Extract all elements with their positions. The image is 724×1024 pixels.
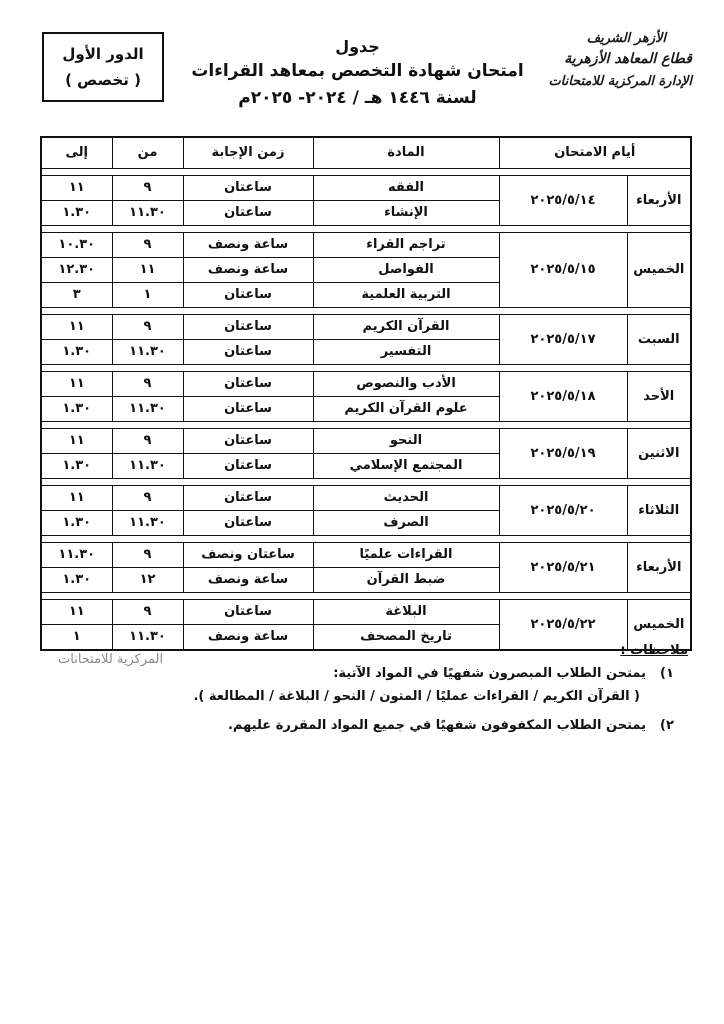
note-number: ٢) <box>660 718 674 733</box>
from-time-cell: ١١ <box>112 258 183 283</box>
spacer-cell <box>112 226 183 233</box>
exam-day: الخميس <box>627 600 691 651</box>
spacer-cell <box>499 593 627 600</box>
table-row <box>41 176 691 201</box>
exam-day: الأربعاء <box>627 543 691 593</box>
spacer-cell <box>112 169 183 176</box>
from-time-cell: ١١.٣٠ <box>112 340 183 365</box>
subject-cell: النحو <box>313 429 499 454</box>
group-spacer <box>41 365 691 372</box>
table-row <box>41 315 691 340</box>
spacer-cell <box>112 536 183 543</box>
document-title <box>185 36 530 112</box>
spacer-cell <box>41 422 112 429</box>
from-time-cell: ٩ <box>112 543 183 568</box>
spacer-cell <box>41 365 112 372</box>
exam-date: ٢٠٢٥/٥/١٥ <box>499 233 627 308</box>
note-item <box>40 662 688 686</box>
notes-heading: ملاحظات : <box>620 643 688 658</box>
exam-date: ٢٠٢٥/٥/٢٠ <box>499 486 627 536</box>
to-time-cell: ١١ <box>41 429 112 454</box>
note-text: يمتحن الطلاب المكفوفون شفهيًا في جميع المواد المقررة عليهم. <box>227 718 646 733</box>
spacer-cell <box>183 226 313 233</box>
header-to: إلى <box>41 137 112 169</box>
spacer-cell <box>313 365 499 372</box>
notes-section <box>40 640 688 738</box>
to-time-cell: ١.٣٠ <box>41 340 112 365</box>
duration-cell: ساعتان <box>183 283 313 308</box>
table-row <box>41 600 691 625</box>
from-time-cell: ١١.٣٠ <box>112 625 183 651</box>
spacer-cell <box>41 479 112 486</box>
spacer-cell <box>627 365 691 372</box>
to-time-cell: ١١ <box>41 372 112 397</box>
duration-cell: ساعتان <box>183 454 313 479</box>
exam-day: الخميس <box>627 233 691 308</box>
spacer-cell <box>41 308 112 315</box>
group-spacer <box>41 422 691 429</box>
subject-cell: تاريخ المصحف <box>313 625 499 651</box>
exam-date: ٢٠٢٥/٥/١٧ <box>499 315 627 365</box>
duration-cell: ساعة ونصف <box>183 233 313 258</box>
exam-date: ٢٠٢٥/٥/١٩ <box>499 429 627 479</box>
from-time-cell: ١٢ <box>112 568 183 593</box>
spacer-cell <box>112 593 183 600</box>
spacer-cell <box>41 226 112 233</box>
round-type: ( تخصص ) <box>65 71 141 89</box>
note-item <box>40 714 688 738</box>
table-row <box>41 543 691 568</box>
spacer-cell <box>112 422 183 429</box>
exam-day: الأحد <box>627 372 691 422</box>
azhar-logo <box>532 30 692 110</box>
spacer-cell <box>627 536 691 543</box>
spacer-cell <box>313 593 499 600</box>
duration-cell: ساعتان <box>183 176 313 201</box>
spacer-cell <box>313 308 499 315</box>
duration-cell: ساعتان <box>183 511 313 536</box>
spacer-cell <box>499 226 627 233</box>
from-time-cell: ١١.٣٠ <box>112 201 183 226</box>
spacer-cell <box>112 365 183 372</box>
spacer-cell <box>183 169 313 176</box>
from-time-cell: ٩ <box>112 372 183 397</box>
spacer-cell <box>41 169 112 176</box>
spacer-cell <box>313 226 499 233</box>
spacer-cell <box>313 169 499 176</box>
spacer-cell <box>627 169 691 176</box>
exam-round-box <box>42 32 164 102</box>
group-spacer <box>41 536 691 543</box>
table-row <box>41 486 691 511</box>
exam-day: السبت <box>627 315 691 365</box>
subject-cell: تراجم القراء <box>313 233 499 258</box>
header-subject: المادة <box>313 137 499 169</box>
logo-line-3: الإدارة المركزية للامتحانات <box>548 74 692 89</box>
duration-cell: ساعة ونصف <box>183 568 313 593</box>
exam-date: ٢٠٢٥/٥/٢١ <box>499 543 627 593</box>
subject-cell: التفسير <box>313 340 499 365</box>
header-duration: زمن الإجابة <box>183 137 313 169</box>
note-text: يمتحن الطلاب المبصرون شفهيًا في المواد الآتية: <box>333 666 646 681</box>
from-time-cell: ١١.٣٠ <box>112 397 183 422</box>
from-time-cell: ٩ <box>112 600 183 625</box>
to-time-cell: ١.٣٠ <box>41 511 112 536</box>
from-time-cell: ٩ <box>112 429 183 454</box>
logo-line-1: الأزهر الشريف <box>586 31 666 46</box>
duration-cell: ساعتان <box>183 600 313 625</box>
group-spacer <box>41 479 691 486</box>
subject-cell: المجتمع الإسلامي <box>313 454 499 479</box>
exam-date: ٢٠٢٥/٥/٢٢ <box>499 600 627 651</box>
title-line-2: امتحان شهادة التخصص بمعاهد القراءات <box>191 61 524 81</box>
exam-day: الثلاثاء <box>627 486 691 536</box>
from-time-cell: ١ <box>112 283 183 308</box>
note-number: ١) <box>660 666 674 681</box>
table-row <box>41 233 691 258</box>
spacer-cell <box>499 422 627 429</box>
header-exam-days: أيام الامتحان <box>499 137 691 169</box>
from-time-cell: ٩ <box>112 176 183 201</box>
spacer-cell <box>499 479 627 486</box>
spacer-cell <box>183 536 313 543</box>
spacer-cell <box>183 593 313 600</box>
duration-cell: ساعتان <box>183 397 313 422</box>
table-row <box>41 429 691 454</box>
spacer-cell <box>627 226 691 233</box>
spacer-cell <box>499 365 627 372</box>
spacer-cell <box>627 593 691 600</box>
from-time-cell: ٩ <box>112 233 183 258</box>
to-time-cell: ١.٣٠ <box>41 397 112 422</box>
duration-cell: ساعتان <box>183 315 313 340</box>
subject-cell: الحديث <box>313 486 499 511</box>
exam-day: الاثنين <box>627 429 691 479</box>
to-time-cell: ١١.٣٠ <box>41 543 112 568</box>
subject-cell: الأدب والنصوص <box>313 372 499 397</box>
from-time-cell: ٩ <box>112 486 183 511</box>
duration-cell: ساعة ونصف <box>183 625 313 651</box>
spacer-cell <box>41 536 112 543</box>
to-time-cell: ١١ <box>41 315 112 340</box>
subject-cell: ضبط القرآن <box>313 568 499 593</box>
subject-cell: البلاغة <box>313 600 499 625</box>
table-row <box>41 372 691 397</box>
subject-cell: التربية العلمية <box>313 283 499 308</box>
stamp-watermark: المركزية للامتحانات <box>58 652 164 667</box>
subject-cell: الإنشاء <box>313 201 499 226</box>
duration-cell: ساعتان <box>183 429 313 454</box>
duration-cell: ساعتان <box>183 340 313 365</box>
spacer-cell <box>627 422 691 429</box>
duration-cell: ساعة ونصف <box>183 258 313 283</box>
group-spacer <box>41 593 691 600</box>
header-from: من <box>112 137 183 169</box>
spacer-cell <box>627 308 691 315</box>
duration-cell: ساعتان <box>183 201 313 226</box>
spacer-cell <box>627 479 691 486</box>
to-time-cell: ١١ <box>41 176 112 201</box>
spacer-cell <box>183 479 313 486</box>
to-time-cell: ١١ <box>41 486 112 511</box>
duration-cell: ساعتان <box>183 486 313 511</box>
exam-schedule-table <box>40 136 692 651</box>
spacer-cell <box>499 536 627 543</box>
spacer-cell <box>183 365 313 372</box>
spacer-cell <box>112 479 183 486</box>
note-subjects: ( القرآن الكريم / القراءات عمليًا / المتون / النحو / البلاغة / المطالعة ). <box>193 689 640 704</box>
exam-date: ٢٠٢٥/٥/١٨ <box>499 372 627 422</box>
subject-cell: الفواصل <box>313 258 499 283</box>
group-spacer <box>41 169 691 176</box>
group-spacer <box>41 308 691 315</box>
to-time-cell: ١.٣٠ <box>41 201 112 226</box>
exam-date: ٢٠٢٥/٥/١٤ <box>499 176 627 226</box>
table-header-row <box>41 137 691 169</box>
spacer-cell <box>313 479 499 486</box>
spacer-cell <box>313 422 499 429</box>
spacer-cell <box>313 536 499 543</box>
to-time-cell: ١٢.٣٠ <box>41 258 112 283</box>
spacer-cell <box>183 422 313 429</box>
exam-day: الأربعاء <box>627 176 691 226</box>
subject-cell: الصرف <box>313 511 499 536</box>
group-spacer <box>41 226 691 233</box>
spacer-cell <box>499 169 627 176</box>
to-time-cell: ٣ <box>41 283 112 308</box>
subject-cell: القراءات علميًا <box>313 543 499 568</box>
spacer-cell <box>41 593 112 600</box>
from-time-cell: ١١.٣٠ <box>112 454 183 479</box>
to-time-cell: ١.٣٠ <box>41 454 112 479</box>
subject-cell: القرآن الكريم <box>313 315 499 340</box>
title-line-3: لسنة ١٤٤٦ هـ / ٢٠٢٤- ٢٠٢٥م <box>238 88 477 108</box>
from-time-cell: ٩ <box>112 315 183 340</box>
to-time-cell: ١١ <box>41 600 112 625</box>
subject-cell: الفقه <box>313 176 499 201</box>
title-line-1: جدول <box>335 37 380 56</box>
duration-cell: ساعتان ونصف <box>183 543 313 568</box>
spacer-cell <box>499 308 627 315</box>
from-time-cell: ١١.٣٠ <box>112 511 183 536</box>
spacer-cell <box>112 308 183 315</box>
logo-line-2: قطاع المعاهد الأزهرية <box>564 51 692 67</box>
to-time-cell: ١ <box>41 625 112 651</box>
to-time-cell: ١٠.٣٠ <box>41 233 112 258</box>
to-time-cell: ١.٣٠ <box>41 568 112 593</box>
subject-cell: علوم القرآن الكريم <box>313 397 499 422</box>
duration-cell: ساعتان <box>183 372 313 397</box>
round-label: الدور الأول <box>62 45 144 63</box>
spacer-cell <box>183 308 313 315</box>
